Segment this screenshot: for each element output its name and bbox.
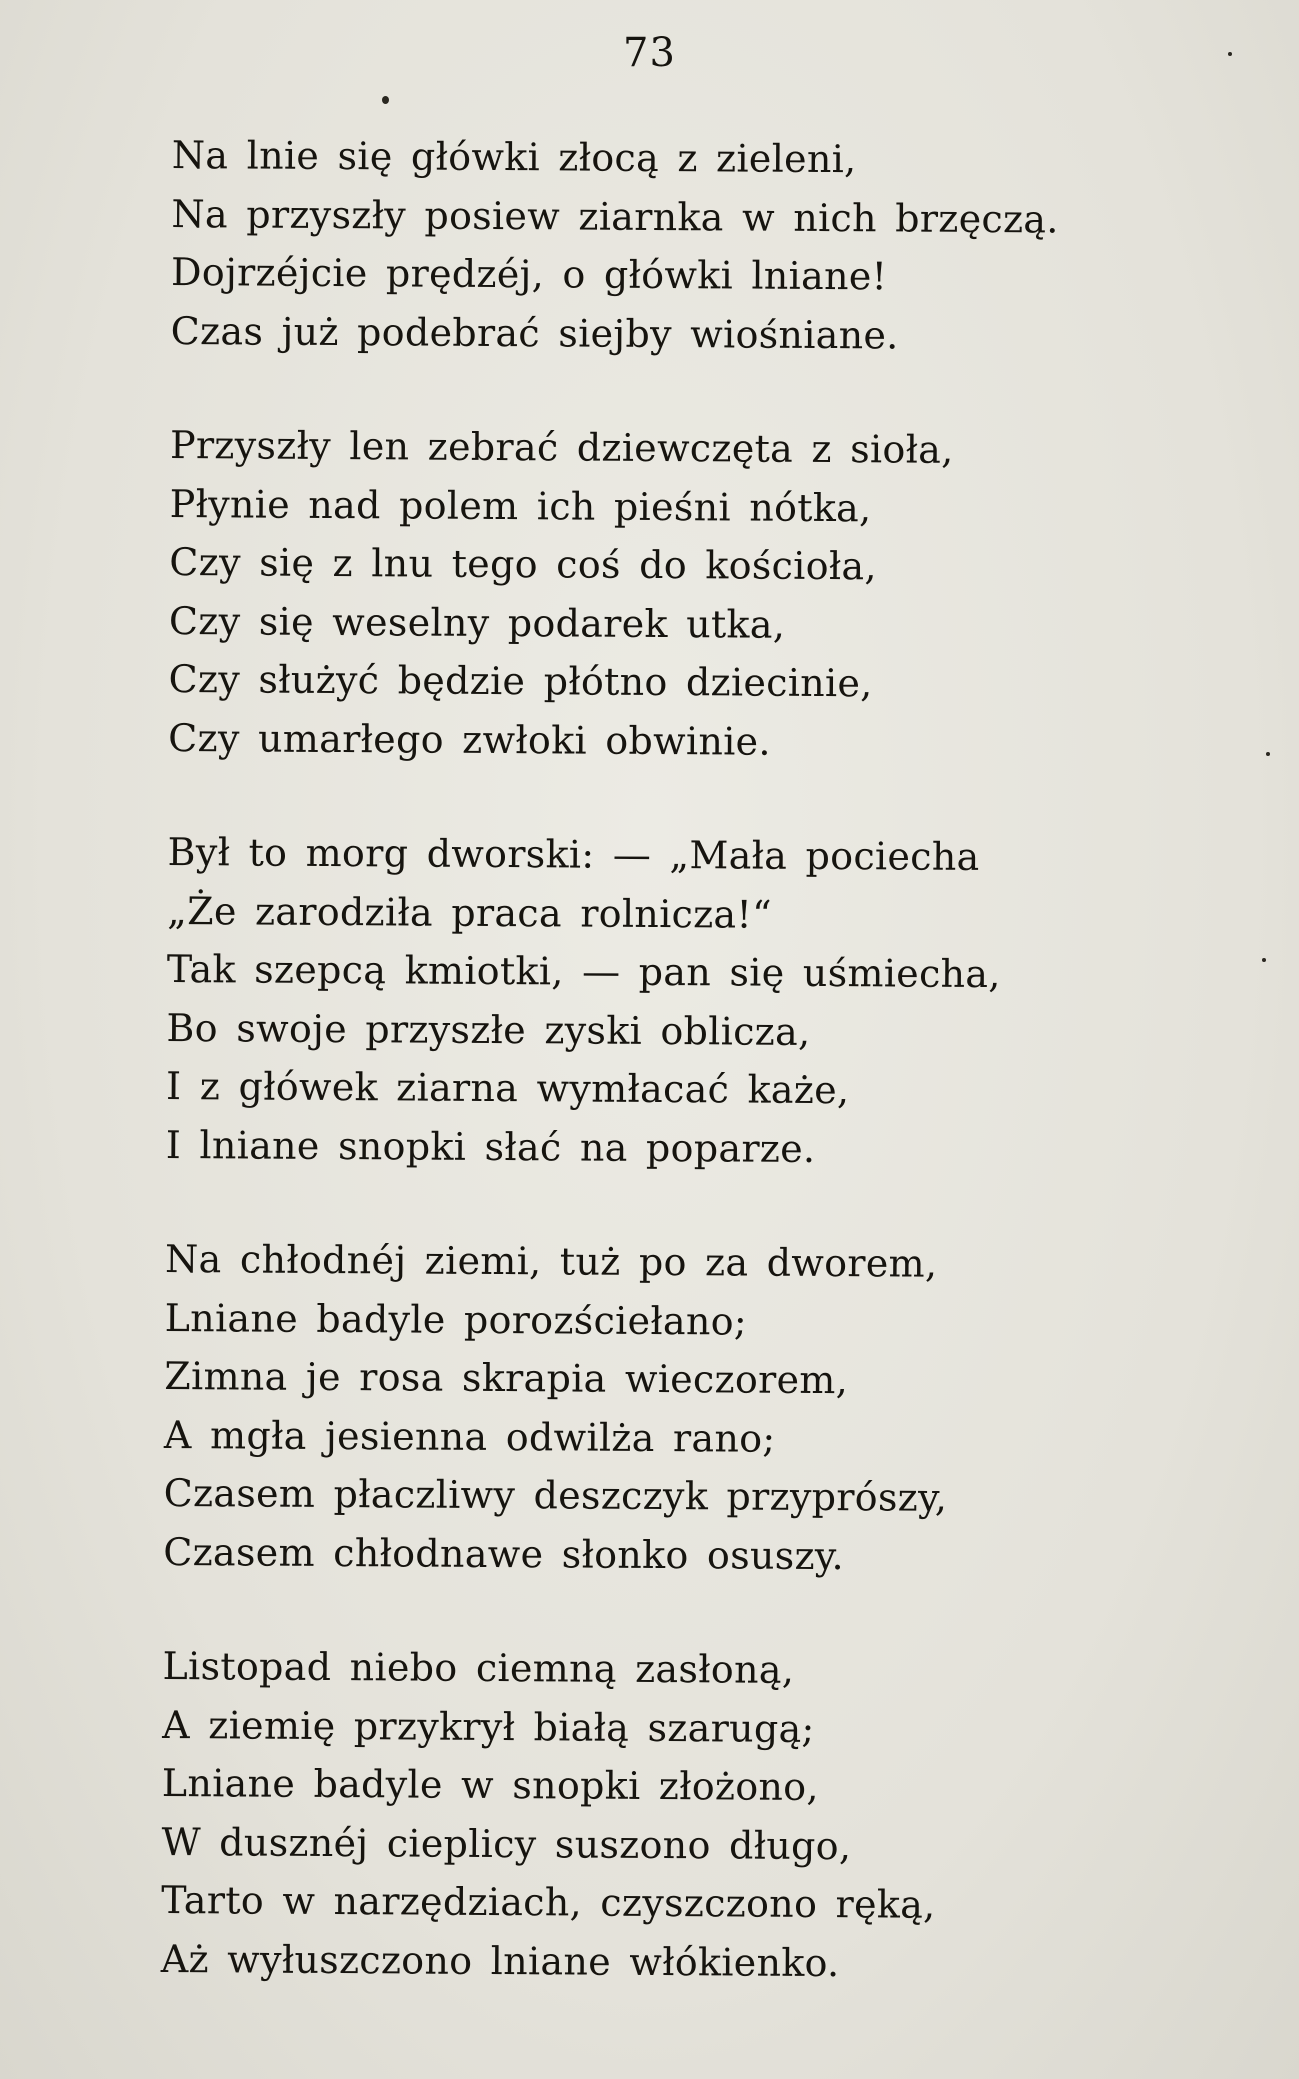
ink-speck: [382, 96, 389, 104]
verse-line: Czy umarłego zwłoki obwinie.: [168, 715, 771, 764]
verse-line: Dojrzéjcie prędzéj, o główki lniane!: [170, 249, 888, 299]
verse-line: I lniane snopki słać na poparze.: [165, 1122, 816, 1171]
verse-line: Czas już podebrać siejby wiośniane.: [170, 308, 899, 357]
stanza-5: [161, 1637, 1203, 1994]
poem: [160, 126, 1212, 2050]
verse-line: I z główek ziarna wymłacać każe,: [166, 1063, 850, 1113]
verse-line: W dusznéj cieplicy suszono długo,: [161, 1819, 852, 1868]
ink-speck: [1262, 958, 1266, 962]
stanza-4: [163, 1230, 1205, 1587]
verse-line: Tarto w narzędziach, czyszczono ręką,: [161, 1877, 936, 1927]
verse-line: A mgła jesienna odwilża rano;: [163, 1412, 776, 1461]
verse-line: Lniane badyle w snopki złożono,: [161, 1760, 819, 1809]
verse-line: Czy się z lnu tego coś do kościoła,: [169, 539, 877, 589]
stanza-1: [171, 126, 1212, 366]
verse-line: Tak szepcą kmiotki, — pan się uśmiecha,: [166, 946, 1001, 997]
verse-line: Czy służyć będzie płótno dziecinie,: [168, 656, 873, 706]
stanza-2: [168, 416, 1210, 773]
verse-line: Na lnie się główki złocą z zieleni,: [171, 132, 857, 182]
verse-line: Aż wyłuszczono lniane włókienko.: [160, 1936, 840, 1985]
ink-speck: [1266, 752, 1270, 756]
ink-speck: [1228, 52, 1232, 56]
verse-line: „Że zarodziła praca rolnicza!“: [167, 888, 772, 937]
verse-line: Na chłodnéj ziemi, tuż po za dworem,: [164, 1236, 938, 1286]
verse-line: Czasem płaczliwy deszczyk przyprószy,: [163, 1470, 948, 1520]
verse-line: Listopad niebo ciemną zasłoną,: [162, 1643, 795, 1692]
verse-line: Przyszły len zebrać dziewczęta z sioła,: [169, 422, 954, 472]
verse-line: Płynie nad polem ich pieśni nótka,: [169, 481, 872, 530]
stanza-3: [166, 823, 1208, 1180]
verse-line: Na przyszły posiew ziarnka w nich brzęczą.: [171, 191, 1059, 241]
verse-line: Lniane badyle porozściełano;: [164, 1295, 748, 1344]
verse-line: Czy się weselny podarek utka,: [168, 598, 786, 647]
page-number: 73: [623, 30, 676, 76]
verse-line: Był to morg dworski: — „Mała pociecha: [167, 829, 980, 879]
verse-line: Zimna je rosa skrapia wieczorem,: [164, 1353, 849, 1403]
verse-line: Bo swoje przyszłe zyski oblicza,: [166, 1005, 811, 1054]
verse-line: A ziemię przykrył białą szarugą;: [162, 1702, 815, 1751]
verse-line: Czasem chłodnawe słonko osuszy.: [163, 1529, 845, 1578]
